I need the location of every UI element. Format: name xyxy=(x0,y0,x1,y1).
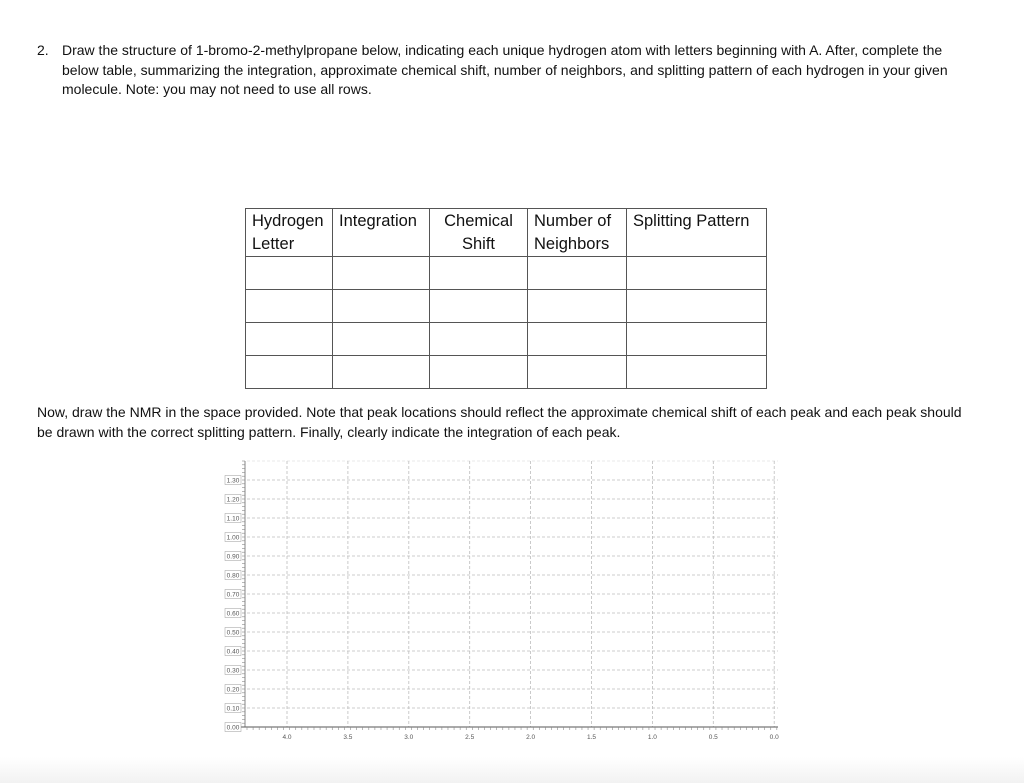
x-tick-label: 0.5 xyxy=(708,734,718,740)
table-cell[interactable] xyxy=(430,356,528,389)
table-cell[interactable] xyxy=(627,257,767,290)
y-tick-label: 1.10 xyxy=(226,515,240,523)
table-cell[interactable] xyxy=(528,356,627,389)
x-tick-label: 2.0 xyxy=(526,734,536,740)
page-bottom-fade xyxy=(0,757,1024,783)
table-row xyxy=(246,323,767,356)
y-tick-label: 0.20 xyxy=(226,686,240,694)
y-tick-label: 0.80 xyxy=(226,572,240,580)
nmr-instructions: Now, draw the NMR in the space provided. Note that peak locations should reflect the approximate chemical shift of each peak and each peak should be drawn with the correct splitting pattern. Finally, clearly indicate the integration of each peak. xyxy=(37,404,962,440)
table-cell[interactable] xyxy=(333,356,430,389)
x-tick-label: 2.5 xyxy=(465,734,475,740)
table-cell[interactable] xyxy=(333,257,430,290)
y-tick-label: 0.60 xyxy=(226,610,240,618)
table-row xyxy=(246,257,767,290)
header-splitting-pattern: Splitting Pattern xyxy=(627,209,767,257)
table-cell[interactable] xyxy=(430,323,528,356)
x-tick-label: 3.0 xyxy=(404,734,414,740)
y-tick-label: 0.10 xyxy=(226,705,240,713)
y-tick-label: 0.30 xyxy=(226,667,240,675)
table-cell[interactable] xyxy=(333,290,430,323)
table-cell[interactable] xyxy=(627,356,767,389)
table-cell[interactable] xyxy=(528,257,627,290)
table-cell[interactable] xyxy=(528,290,627,323)
y-tick-label: 0.40 xyxy=(226,648,240,656)
header-integration: Integration xyxy=(333,209,430,257)
header-number-of-neighbors: Number of Neighbors xyxy=(528,209,627,257)
table-cell[interactable] xyxy=(430,290,528,323)
x-tick-label: 1.0 xyxy=(647,734,657,740)
table-cell[interactable] xyxy=(246,323,333,356)
y-tick-label: 0.50 xyxy=(226,629,240,637)
x-tick-label: 1.5 xyxy=(586,734,597,740)
x-tick-label: 0.0 xyxy=(769,734,779,740)
table-header-row xyxy=(246,209,767,257)
table-cell[interactable] xyxy=(333,323,430,356)
header-hydrogen-letter: Hydrogen Letter xyxy=(246,209,333,257)
table-row xyxy=(246,356,767,389)
nmr-grid[interactable] xyxy=(0,440,800,740)
table-cell[interactable] xyxy=(246,356,333,389)
x-tick-label: 4.0 xyxy=(282,734,292,740)
summary-table xyxy=(245,208,767,389)
header-chemical-shift: Chemical Shift xyxy=(430,209,528,257)
table-cell[interactable] xyxy=(430,257,528,290)
table-cell[interactable] xyxy=(246,290,333,323)
y-tick-label: 1.20 xyxy=(226,496,240,504)
y-tick-label: 1.30 xyxy=(226,477,240,485)
y-tick-label: 0.70 xyxy=(226,591,240,599)
y-tick-label: 0.90 xyxy=(226,553,240,561)
table-cell[interactable] xyxy=(627,323,767,356)
table-cell[interactable] xyxy=(246,257,333,290)
table-cell[interactable] xyxy=(627,290,767,323)
x-tick-label: 3.5 xyxy=(343,734,353,740)
question-number: 2. xyxy=(37,42,49,58)
question-text: Draw the structure of 1-bromo-2-methylpropane below, indicating each unique hydrogen atom with letters beginning with A. After, complete the below table, summarizing the integration, approximate chemical shift, number of neighbors, and splitting pattern of each hydrogen in your given molecule. Note: you may not need to use all rows. xyxy=(62,42,948,97)
table-row xyxy=(246,290,767,323)
table-cell[interactable] xyxy=(528,323,627,356)
y-tick-label: 0.00 xyxy=(226,724,240,732)
y-tick-label: 1.00 xyxy=(226,534,240,542)
